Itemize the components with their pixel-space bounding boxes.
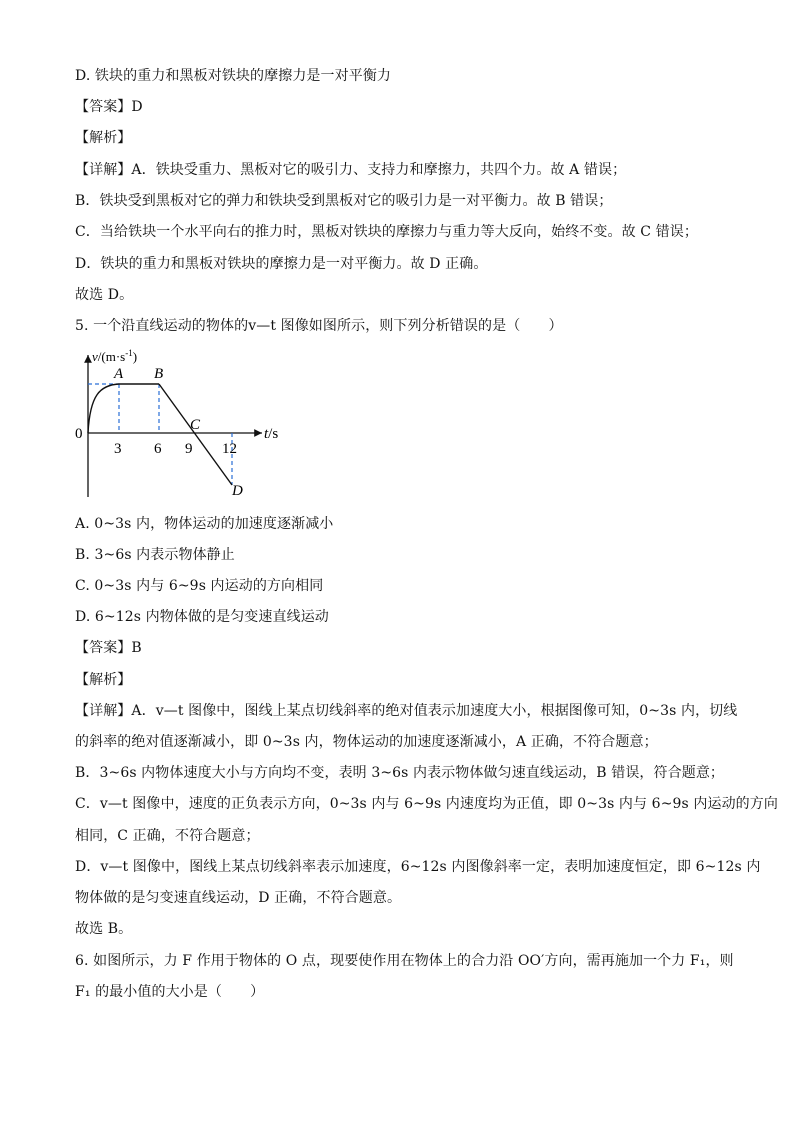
q5-option-c: C. 0~3s 内与 6~9s 内运动的方向相同	[75, 578, 324, 594]
q5-option-b: B. 3~6s 内表示物体静止	[75, 547, 235, 563]
option-d-prev: D. 铁块的重力和黑板对铁块的摩擦力是一对平衡力	[75, 68, 392, 84]
conclusion-prev: 故选 D。	[75, 287, 134, 303]
tick-12: 12	[222, 441, 237, 457]
point-a-label: A	[114, 366, 124, 382]
q5-detail-4: C．v—t 图像中，速度的正负表示方向，0~3s 内与 6~9s 内速度均为正值，即 0~3s 内与 6~9s 内运动的方向	[75, 796, 778, 812]
q5-option-a: A. 0~3s 内，物体运动的加速度逐渐减小	[75, 516, 334, 532]
q6-stem-line2: F₁ 的最小值的大小是（ ）	[75, 984, 265, 1000]
vt-curve-0-3	[88, 384, 119, 433]
point-d-label: D	[232, 483, 243, 499]
q5-answer: 【答案】B	[75, 640, 142, 656]
detail-prev-4: D．铁块的重力和黑板对铁块的摩擦力是一对平衡力。故 D 正确。	[75, 256, 488, 272]
q5-detail-6: D．v—t 图像中，图线上某点切线斜率表示加速度，6~12s 内图像斜率一定，表明加速度恒定，即 6~12s 内	[75, 859, 761, 875]
point-b-label: B	[154, 366, 164, 382]
detail-prev-2: B．铁块受到黑板对它的弹力和铁块受到黑板对它的吸引力是一对平衡力。故 B 错误；	[75, 193, 613, 209]
tick-3: 3	[114, 441, 122, 457]
q5-detail-3: B．3~6s 内物体速度大小与方向均不变，表明 3~6s 内表示物体做匀速直线运动，B 错误，符合题意；	[75, 765, 725, 781]
x-axis-label: t/s	[264, 426, 279, 442]
detail-prev-3: C．当给铁块一个水平向右的推力时，黑板对铁块的摩擦力与重力等大反向，始终不变。故 C 错误；	[75, 224, 698, 240]
tick-9: 9	[185, 441, 193, 457]
answer-prev: 【答案】D	[75, 99, 143, 115]
y-axis-label: $v/(m\cdot s^{-1})$	[92, 348, 138, 364]
q5-option-d: D. 6~12s 内物体做的是匀变速直线运动	[75, 609, 329, 625]
origin-label: 0	[75, 426, 83, 442]
analysis-heading-prev: 【解析】	[75, 130, 132, 146]
vt-line-6-12	[159, 384, 232, 485]
q5-detail-7: 物体做的是匀变速直线运动，D 正确，不符合题意。	[75, 890, 402, 906]
tick-6: 6	[154, 441, 162, 457]
detail-prev-1: 【详解】A．铁块受重力、黑板对它的吸引力、支持力和摩擦力，共四个力。故 A 错误；	[75, 162, 627, 178]
q5-conclusion: 故选 B。	[75, 921, 133, 937]
q6-stem-line1: 6. 如图所示，力 F 作用于物体的 O 点，现要使作用在物体上的合力沿 OO′方向，需再施加一个力 F₁，则	[75, 953, 734, 969]
q5-detail-1: 【详解】A．v—t 图像中，图线上某点切线斜率的绝对值表示加速度大小，根据图像可知，0~3s 内，切线	[75, 703, 738, 719]
q5-analysis-heading: 【解析】	[75, 672, 132, 688]
vt-graph	[70, 345, 300, 505]
q5-detail-2: 的斜率的绝对值逐渐减小，即 0~3s 内，物体运动的加速度逐渐减小，A 正确，不符合题意；	[75, 734, 658, 750]
q5-detail-5: 相同，C 正确，不符合题意；	[75, 828, 260, 844]
point-c-label: C	[190, 417, 201, 433]
q5-stem: 5. 一个沿直线运动的物体的v—t 图像如图所示，则下列分析错误的是（ ）	[75, 318, 563, 334]
